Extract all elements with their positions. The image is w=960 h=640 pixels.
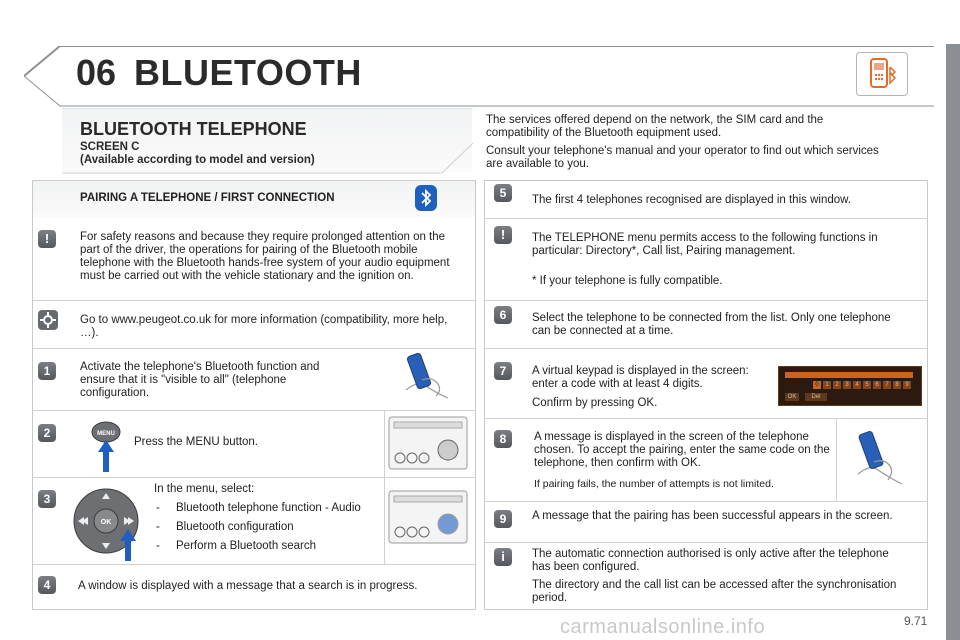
step-1-badge: 1 <box>38 362 56 380</box>
warning-icon: ! <box>494 226 512 244</box>
page-edge-bar <box>946 44 960 640</box>
auto-connection-p1: The automatic connection authorised is only active after the telephone has been configured. <box>532 548 889 573</box>
divider <box>33 410 475 411</box>
chapter-number: 06 <box>76 52 117 93</box>
services-note-p2: Consult your telephone's manual and your operator to find out which services are available to you. <box>486 145 879 170</box>
telephone-menu-warning: The TELEPHONE menu permits access to the following functions in particular: Directory*, Call list, Pairing management. <box>532 232 878 257</box>
phone-bluetooth-icon <box>856 52 908 96</box>
availability-note: (Available according to model and version) <box>80 154 315 166</box>
step-3-intro: In the menu, select: <box>154 483 255 495</box>
bluetooth-icon <box>414 184 438 212</box>
ok-dial-graphic <box>72 483 144 563</box>
step-6-text: Select the telephone to be connected from the list. Only one telephone can be connected at a time. <box>532 312 891 337</box>
audio-unit-graphic <box>388 416 468 470</box>
divider <box>33 348 475 349</box>
vertical-divider <box>384 411 385 477</box>
info-text: Go to www.peugeot.co.uk for more information (compatibility, more help, …). <box>80 314 448 339</box>
watermark: carmanualsonline.info <box>560 616 766 638</box>
vertical-divider <box>384 478 385 564</box>
divider <box>485 300 927 301</box>
divider <box>33 300 475 301</box>
keypad-key: 7 <box>883 381 891 389</box>
step-2-text: Press the MENU button. <box>134 436 258 448</box>
section-title: BLUETOOTH TELEPHONE <box>80 119 307 139</box>
keypad-ok-button: OK <box>785 393 799 401</box>
info-badge-icon: i <box>494 548 512 566</box>
step-6-badge: 6 <box>494 306 512 324</box>
menu-button-graphic <box>90 418 126 474</box>
step-3-options <box>154 502 374 553</box>
screen-label <box>80 141 315 167</box>
phone-in-hand-icon <box>852 428 908 488</box>
screen-name: SCREEN C <box>80 141 140 153</box>
step-7-p1: A virtual keypad is displayed in the screen: enter a code with at least 4 digits. <box>532 365 749 390</box>
compatibility-footnote: * If your telephone is fully compatible. <box>532 275 723 287</box>
step-7-badge: 7 <box>494 362 512 380</box>
step-7-p2: Confirm by pressing OK. <box>532 397 658 409</box>
keypad-key: 3 <box>843 381 851 389</box>
keypad-key: 0 <box>813 381 821 389</box>
step-5-badge: 5 <box>494 184 512 202</box>
warning-icon: ! <box>38 230 56 248</box>
svg-text:OK: OK <box>100 519 112 526</box>
pairing-title: PAIRING A TELEPHONE / FIRST CONNECTION <box>80 192 335 204</box>
step-8-content <box>534 431 830 491</box>
option-bluetooth-telephone-audio: - Bluetooth telephone function - Audio <box>154 502 374 515</box>
page-number: 9.71 <box>904 614 928 628</box>
svg-text:MENU: MENU <box>97 431 115 437</box>
keypad-key: 2 <box>833 381 841 389</box>
step-8-badge: 8 <box>494 430 512 448</box>
step-8-p2: If pairing fails, the number of attempts is not limited. <box>534 478 774 490</box>
audio-unit-graphic <box>388 490 468 544</box>
step-4-text: A window is displayed with a message that a search is in progress. <box>78 580 418 592</box>
option-bluetooth-configuration: - Bluetooth configuration <box>154 521 374 534</box>
step-9-text: A message that the pairing has been successful appears in the screen. <box>532 510 893 522</box>
keypad-digits <box>813 381 911 389</box>
divider <box>485 501 927 502</box>
auto-connection-p2: The directory and the call list can be accessed after the synchronisation period. <box>532 579 897 604</box>
chapter-title: BLUETOOTH <box>134 52 362 93</box>
divider <box>485 418 927 419</box>
auto-connection-note <box>532 548 902 605</box>
divider <box>33 564 475 565</box>
services-note-p1: The services offered depend on the network, the SIM card and the compatibility of the Bluetooth equipment used. <box>486 114 824 139</box>
services-note <box>486 114 886 171</box>
phone-in-hand-icon <box>398 350 454 402</box>
gear-icon <box>38 310 58 330</box>
step-8-p1: A message is displayed in the screen of the telephone chosen. To accept the pairing, enter the same code on the telephone, then confirm with OK. <box>534 431 830 469</box>
step-3-content <box>154 483 374 559</box>
safety-warning: For safety reasons and because they require prolonged attention on the part of the driver, the operations for pairing of the Bluetooth mobile telephone with the Bluetooth hands-free system of your audio equipment must be carried out with the vehicle stationary and the ignition on. <box>80 231 450 282</box>
keypad-entry-bar <box>785 372 913 378</box>
step-7-content <box>532 365 772 410</box>
vertical-divider <box>836 419 837 501</box>
option-bluetooth-search: - Perform a Bluetooth search <box>154 540 374 553</box>
divider <box>485 348 927 349</box>
virtual-keypad <box>778 366 922 406</box>
keypad-key: 4 <box>853 381 861 389</box>
step-5-text: The first 4 telephones recognised are displayed in this window. <box>532 194 851 206</box>
divider <box>485 542 927 543</box>
keypad-del-button: Del <box>805 393 827 401</box>
step-1-text: Activate the telephone's Bluetooth function and ensure that it is "visible to all" (telephone configuration. <box>80 361 320 399</box>
keypad-key: 5 <box>863 381 871 389</box>
keypad-key: 6 <box>873 381 881 389</box>
step-3-badge: 3 <box>38 490 56 508</box>
divider <box>33 477 475 478</box>
step-9-badge: 9 <box>494 510 512 528</box>
step-2-badge: 2 <box>38 424 56 442</box>
divider <box>485 218 927 219</box>
keypad-key: 8 <box>893 381 901 389</box>
step-4-badge: 4 <box>38 576 56 594</box>
keypad-key: 1 <box>823 381 831 389</box>
keypad-key: 9 <box>903 381 911 389</box>
